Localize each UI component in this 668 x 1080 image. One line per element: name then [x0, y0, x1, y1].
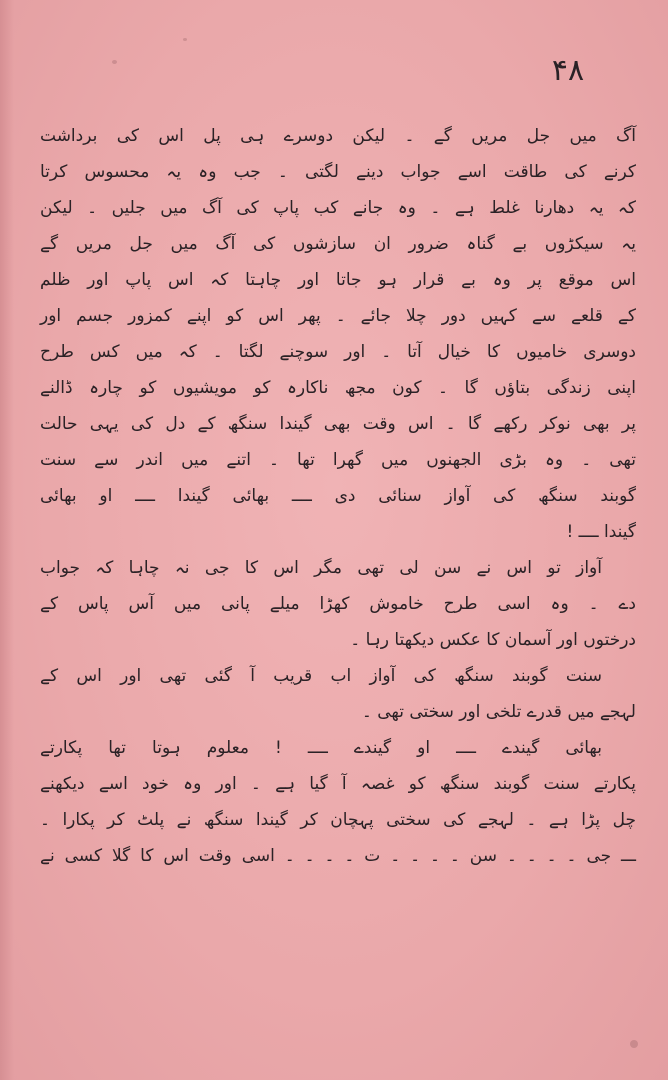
page-number: ۴۸ [551, 53, 585, 88]
text-line: اس موقع پر وہ بے قرار ہو جاتا اور چاہتا کہ اس پاپ اور ظلم [40, 270, 636, 290]
text-line: آگ میں جل مریں گے ۔ لیکن دوسرے ہی پل اس کی برداشت [40, 126, 636, 146]
text-line: سنت گوبند سنگھ کی آواز اب قریب آ گئی تھی اور اس کے [40, 666, 602, 686]
body-text [40, 118, 636, 874]
text-line: اپنی زندگی بتاؤں گا ۔ کون مجھ ناکارہ کو مویشیوں کو چارہ ڈالنے [40, 378, 636, 398]
paper-speck [183, 38, 187, 41]
page-edge-shadow [0, 0, 14, 1080]
text-line: چل پڑا ہے ۔ لہجے کی سختی پہچان کر گیندا سنگھ نے پلٹ کر پکارا ۔ [40, 810, 636, 830]
text-line: پر بھی نوکر رکھے گا ۔ اس وقت بھی گیندا سنگھ کے دل کی یہی حالت [40, 414, 636, 434]
paper-speck [630, 1040, 638, 1048]
text-line: دوسری خامیوں کا خیال آتا ۔ اور سوچنے لگتا ۔ کہ میں کس طرح [40, 342, 636, 362]
text-line: کہ یہ دھارنا غلط ہے ۔ وہ جانے کب پاپ کی آگ میں جلیں ۔ لیکن [40, 198, 636, 218]
text-line: کے قلعے سے کہیں دور چلا جائے ۔ پھر اس کو اپنے کمزور جسم اور [40, 306, 636, 326]
text-line: درختوں اور آسمان کا عکس دیکھتا رہا ۔ [350, 630, 636, 650]
text-line: یہ سیکڑوں بے گناہ ضرور ان سازشوں کی آگ میں جل مریں گے [40, 234, 636, 254]
text-line: گوبند سنگھ کی آواز سنائی دی ــــ بھائی گیندا ــــ او بھائی [40, 486, 636, 506]
text-line: تھی ۔ وہ بڑی الجھنوں میں گھرا تھا ۔ اتنے میں اندر سے سنت [40, 450, 636, 470]
text-line: پکارتے سنت گوبند سنگھ کو غصہ آ گیا ہے ۔ اور وہ خود اسے دیکھنے [40, 774, 636, 794]
paper-speck [112, 60, 117, 64]
text-line: دے ۔ وہ اسی طرح خاموش کھڑا میلے پانی میں آس پاس کے [40, 594, 636, 614]
text-line: گیندا ــــ ! [566, 522, 636, 542]
text-line: بھائی گیندے ــــ او گیندے ــــ ! معلوم ہوتا تھا پکارتے [40, 738, 602, 758]
text-line: آواز تو اس نے سن لی تھی مگر اس کا جی نہ چاہا کہ جواب [40, 558, 602, 578]
text-line: ـــ جی ۔ ۔ ۔ ۔ سن ۔ ۔ ۔ ۔ ت ۔ ۔ ۔ ۔ اسی وقت اس کا گلا کسی نے [40, 846, 636, 866]
text-line: لہجے میں قدرے تلخی اور سختی تھی ۔ [361, 702, 636, 722]
text-line: کرنے کی طاقت اسے جواب دینے لگتی ۔ جب وہ یہ محسوس کرتا [40, 162, 636, 182]
